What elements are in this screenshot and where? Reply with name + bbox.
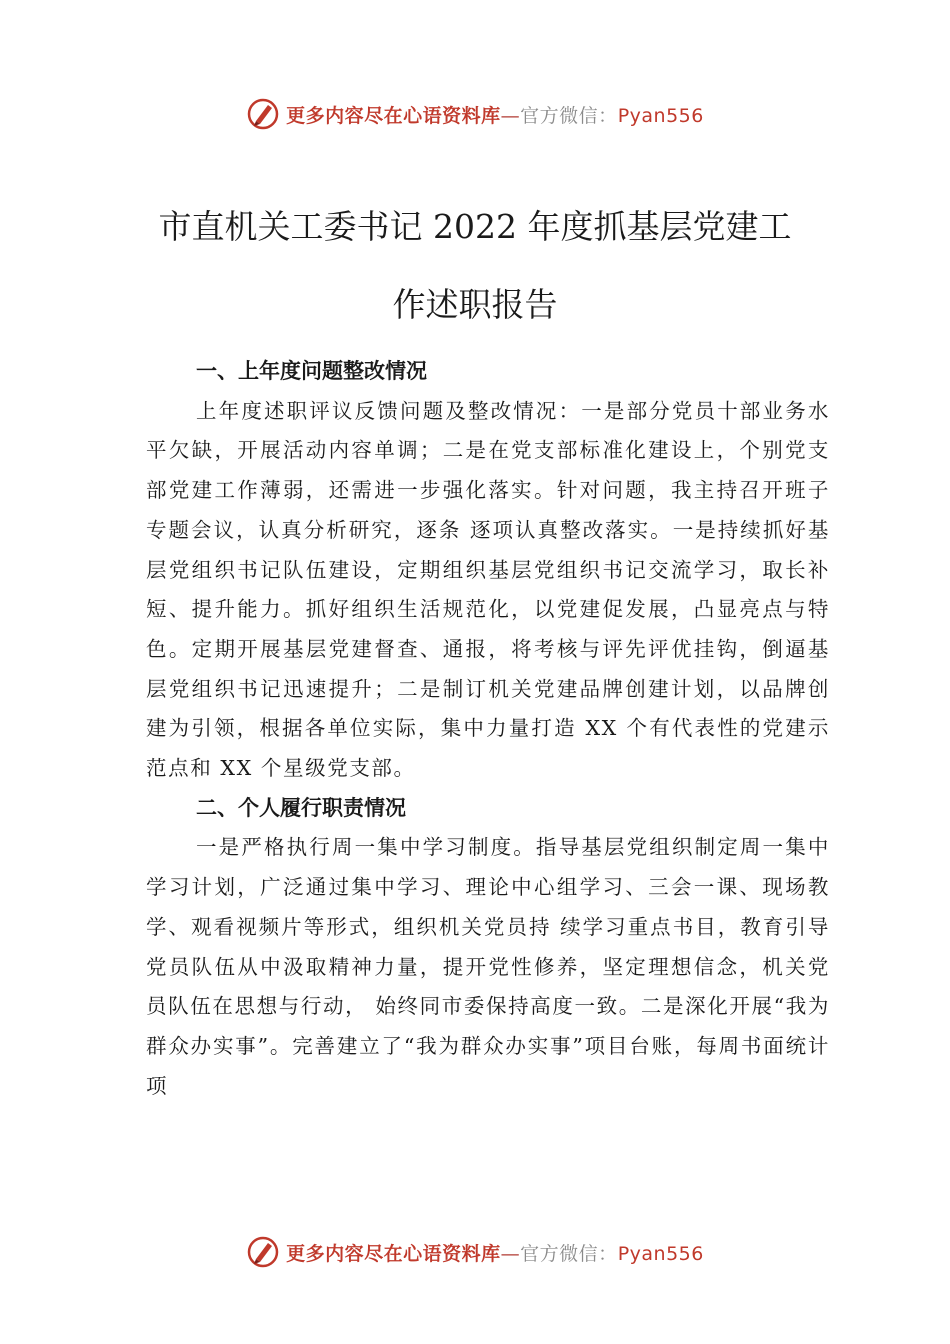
document-title <box>120 188 830 344</box>
banner-wechat-id: Pyan556 <box>617 104 704 127</box>
section-2-heading: 二、个人履行职责情况 <box>196 795 406 820</box>
section-1-paragraph: 上年度述职评议反馈问题及整改情况：一是部分党员十部业务水平欠缺，开展活动内容单调；二是在党支部标准化建设上，个别党支部党建工作薄弱，还需进一步强化落实。针对问题，我主持召开班子专题会议，认真分析研究，逐条 逐项认真整改落实。一是持续抓好基层党组织书记队伍建设，定期组织基层党组织书记交流学习，取长补短、提升能力。抓好组织生活规范化，以党建促发展，凸显亮点与特色。定期开展基层党建督查、通报，将考核与评先评优挂钩，倒逼基层党组织书记迅速提升；二是制订机关党建品牌创建计划，以品牌创建为引领，根据各单位实际，集中力量打造 XX 个有代表性的党建示范点和 XX 个星级党支部。 <box>146 398 830 781</box>
title-line-2: 作述职报告 <box>392 285 558 324</box>
banner-wechat-id: Pyan556 <box>617 1242 704 1265</box>
pen-logo-icon <box>246 97 280 131</box>
banner-text <box>286 1239 704 1266</box>
title-line-1: 市直机关工委书记 2022 年度抓基层党建工 <box>158 207 792 246</box>
section-2-paragraph: 一是严格执行周一集中学习制度。指导基层党组织制定周一集中学习计划，广泛通过集中学习、理论中心组学习、三会一课、现场教学、观看视频片等形式，组织机关党员持 续学习重点书目，教育引导党员队伍从中汲取精神力量，提开党性修养，坚定理想信念，机关党员队伍在思想与行动， 始终同市委保持高度一致。二是深化开展“我为群众办实事”。完善建立了“我为群众办实事”项目台账，每周书面统计项 <box>146 835 830 1098</box>
footer-banner <box>0 1232 950 1272</box>
banner-label: 官方微信： <box>520 104 618 127</box>
banner-prefix: 更多内容尽在心语资料库 <box>286 1242 501 1265</box>
banner-separator: — <box>500 1242 521 1265</box>
banner-text <box>286 101 704 128</box>
banner-prefix: 更多内容尽在心语资料库 <box>286 104 501 127</box>
banner-separator: — <box>500 104 521 127</box>
document-body <box>146 352 830 1106</box>
pen-logo-icon <box>246 1235 280 1269</box>
banner-label: 官方微信： <box>520 1242 618 1265</box>
header-banner <box>0 94 950 134</box>
section-1-heading: 一、上年度问题整改情况 <box>196 359 427 383</box>
